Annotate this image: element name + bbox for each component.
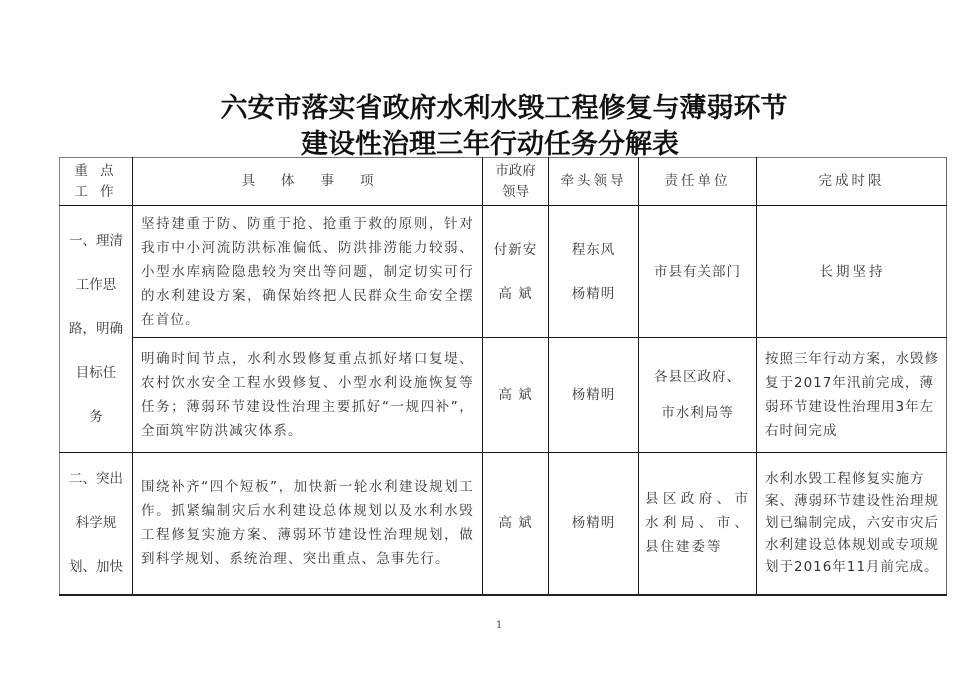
city-leader-cell xyxy=(483,206,549,338)
header-deadline: 完成时限 xyxy=(757,158,947,206)
table-header-row xyxy=(60,158,947,206)
responsible-unit-cell xyxy=(639,206,757,338)
document-title-line-2: 建设性治理三年行动任务分解表 xyxy=(301,129,679,160)
lead-leader-name: 程东风 xyxy=(571,241,616,258)
responsible-unit-text: 各县区政府、 xyxy=(654,369,741,385)
city-leader-name: 付新安 xyxy=(493,241,538,258)
header-lead-leader: 牵头领导 xyxy=(549,158,639,206)
key-work-line: 工作思 xyxy=(75,277,117,293)
details-cell: 坚持建重于防、防重于抢、抢重于救的原则，针对我市中小河流防洪标准偏低、防洪排涝能力较弱、小型水库病险隐患较为突出等问题，制定切实可行的水利建设方案，确保始终把人民群众生命安全摆在首位。 xyxy=(133,206,483,338)
table-row xyxy=(60,453,947,595)
header-city-leader-line-2: 领导 xyxy=(502,183,529,200)
key-work-line: 划、加快 xyxy=(69,559,123,576)
header-city-leader xyxy=(483,158,549,206)
deadline-cell: 按照三年行动方案，水毁修复于2017年汛前完成，薄弱环节建设性治理用3年左右时间完成 xyxy=(757,338,947,453)
deadline-cell: 长期坚持 xyxy=(757,206,947,338)
header-responsible-unit: 责任单位 xyxy=(639,158,757,206)
header-details-label: 具体事项 xyxy=(241,173,400,189)
page-number: 1 xyxy=(496,620,503,631)
responsible-unit-text: 市水利局等 xyxy=(661,405,734,421)
responsible-unit-cell xyxy=(639,338,757,453)
lead-leader-name: 杨精明 xyxy=(571,387,616,403)
city-leader-name: 高 斌 xyxy=(498,515,533,532)
document-title-line-1: 六安市落实省政府水利水毁工程修复与薄弱环节 xyxy=(220,93,788,124)
lead-leader-cell xyxy=(549,453,639,595)
lead-leader-name: 杨精明 xyxy=(571,285,616,302)
key-work-line: 一、理清 xyxy=(69,233,123,249)
task-breakdown-table xyxy=(59,157,947,596)
deadline-cell: 水利水毁工程修复实施方案、薄弱环节建设性治理规划已编制完成，六安市灾后水利建设总体规划或专项规划于2016年11月前完成。 xyxy=(757,453,947,595)
lead-leader-cell xyxy=(549,206,639,338)
key-work-cell-1 xyxy=(60,206,133,453)
key-work-line: 科学规 xyxy=(75,515,117,532)
key-work-line: 务 xyxy=(89,409,103,425)
table-row xyxy=(60,206,947,338)
city-leader-name: 高 斌 xyxy=(498,387,533,403)
table-row xyxy=(60,338,947,453)
header-details xyxy=(133,158,483,206)
city-leader-name: 高 斌 xyxy=(498,285,533,302)
header-key-work-line-2: 工 作 xyxy=(74,183,118,200)
header-key-work xyxy=(60,158,133,206)
city-leader-cell xyxy=(483,338,549,453)
lead-leader-name: 杨精明 xyxy=(571,515,616,532)
header-city-leader-line-1: 市政府 xyxy=(495,162,536,179)
city-leader-cell xyxy=(483,453,549,595)
key-work-cell-2 xyxy=(60,453,133,595)
responsible-unit-text: 市县有关部门 xyxy=(654,263,741,280)
key-work-line: 目标任 xyxy=(75,365,117,381)
header-key-work-line-1: 重 点 xyxy=(74,162,118,179)
lead-leader-cell xyxy=(549,338,639,453)
details-cell: 明确时间节点，水利水毁修复重点抓好堵口复堤、农村饮水安全工程水毁修复、小型水利设施恢复等任务；薄弱环节建设性治理主要抓好“一规四补”，全面筑牢防洪减灾体系。 xyxy=(133,338,483,453)
details-cell: 围绕补齐“四个短板”，加快新一轮水利建设规划工作。抓紧编制灾后水利建设总体规划以及水利水毁工程修复实施方案、薄弱环节建设性治理规划，做到科学规划、系统治理、突出重点、急事先行。 xyxy=(133,453,483,595)
key-work-line: 路，明确 xyxy=(69,321,123,337)
key-work-line: 二、突出 xyxy=(69,471,123,488)
responsible-unit-cell: 县区政府、市水利局、市、县住建委等 xyxy=(639,453,757,595)
